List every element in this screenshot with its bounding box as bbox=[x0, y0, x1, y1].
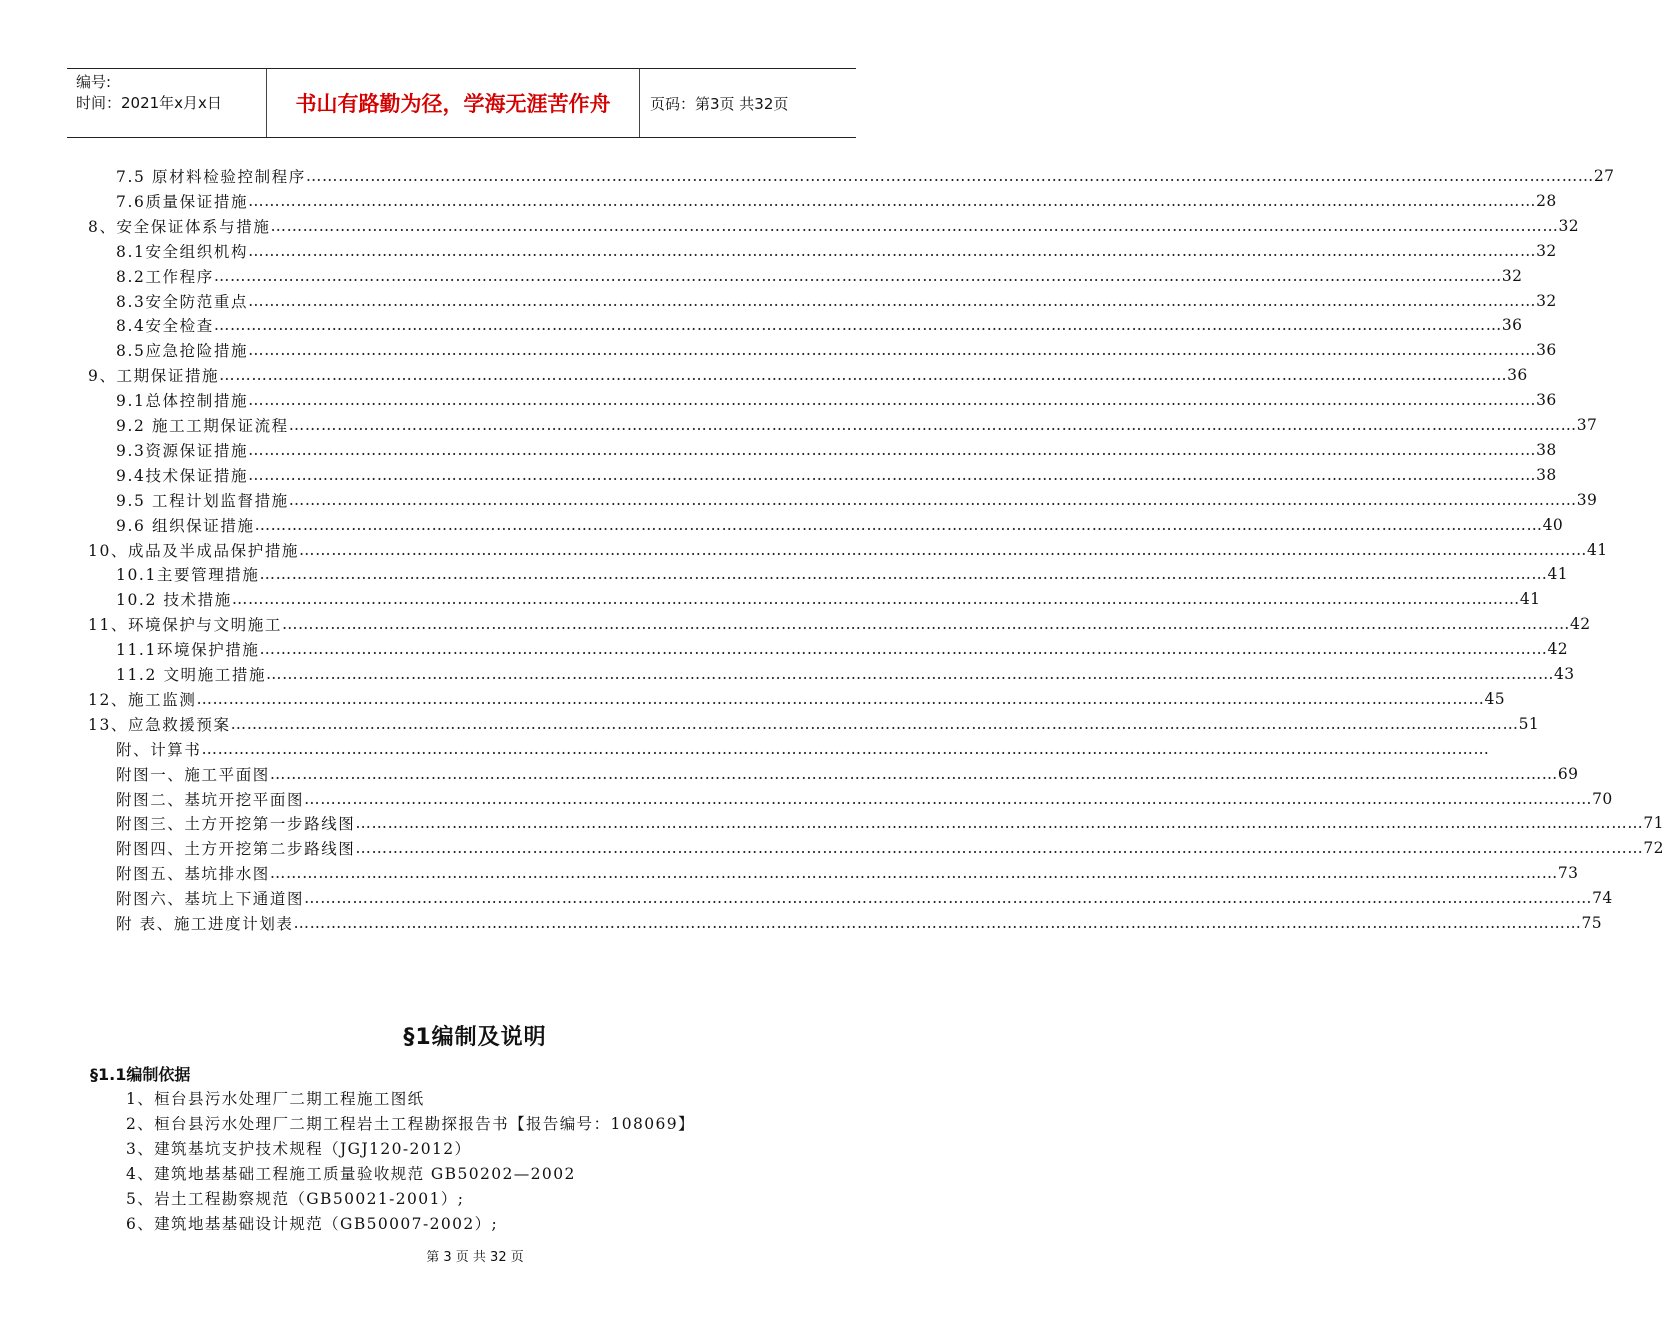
toc-entry-page: 37 bbox=[1576, 416, 1598, 434]
toc-entry[interactable] bbox=[116, 811, 1664, 835]
toc-leader-dots: …………………………………………………………………………………………………………………………………………………………………………………………………………………… bbox=[355, 839, 1644, 858]
basis-item: 6、建筑地基基础设计规范（GB50007-2002）; bbox=[126, 1215, 499, 1233]
toc-entry-label: 10.2 技术措施 bbox=[116, 591, 232, 610]
toc-entry-label: 7.6质量保证措施 bbox=[116, 192, 249, 211]
toc-leader-dots: …………………………………………………………………………………………………………………………………………………………………………………………………………………… bbox=[248, 241, 1537, 260]
toc-leader-dots: …………………………………………………………………………………………………………………………………………………………………………………………………………………… bbox=[254, 515, 1543, 534]
toc-entry[interactable] bbox=[116, 413, 1598, 437]
toc-entry-page: 42 bbox=[1569, 615, 1591, 634]
toc-entry[interactable] bbox=[116, 164, 1615, 188]
toc-entry[interactable] bbox=[116, 388, 1557, 412]
toc-entry[interactable] bbox=[88, 214, 1579, 238]
toc-leader-dots: …………………………………………………………………………………………………………………………………………………………………………………………………………………… bbox=[266, 665, 1555, 683]
toc-entry[interactable] bbox=[116, 562, 1569, 586]
toc-leader-dots: …………………………………………………………………………………………………………………………………………………………………………………………………………………… bbox=[196, 689, 1485, 708]
toc-entry[interactable] bbox=[116, 886, 1613, 910]
toc-entry-label: 9.6 组织保证措施 bbox=[116, 516, 255, 535]
toc-entry[interactable] bbox=[116, 762, 1579, 786]
toc-entry-label: 附图二、基坑开挖平面图 bbox=[116, 790, 305, 809]
toc-entry-label: 附图六、基坑上下通道图 bbox=[116, 890, 305, 909]
toc-entry[interactable] bbox=[116, 662, 1575, 686]
toc-leader-dots: …………………………………………………………………………………………………………………………………………………………………………………………………………………… bbox=[248, 191, 1537, 210]
toc-entry-label: 10.1主要管理措施 bbox=[116, 566, 260, 585]
basis-item: 2、桓台县污水处理厂二期工程岩土工程勘探报告书【报告编号：108069】 bbox=[126, 1115, 695, 1133]
toc-entry-label: 11、环境保护与文明施工 bbox=[88, 616, 282, 635]
toc-entry-page: 32 bbox=[1536, 291, 1557, 310]
toc-leader-dots: …………………………………………………………………………………………………………………………………………………………………………………………………………………… bbox=[259, 565, 1548, 584]
toc-leader-dots: …………………………………………………………………………………………………………………………………………………………………………………………………………………… bbox=[281, 615, 1570, 634]
header-motto: 书山有路勤为径，学海无涯苦作舟 bbox=[267, 69, 640, 137]
toc-entry[interactable] bbox=[116, 737, 1490, 761]
toc-leader-dots: …………………………………………………………………………………………………………………………………………………………………………………………………………………… bbox=[269, 764, 1558, 783]
toc-entry-label: 8.4安全检查 bbox=[116, 317, 214, 336]
toc-entry-page: 75 bbox=[1581, 914, 1603, 932]
toc-entry-page: 41 bbox=[1519, 590, 1541, 609]
toc-entry-label: 10、成品及半成品保护措施 bbox=[88, 541, 300, 560]
toc-entry-label: 附、计算书 bbox=[116, 740, 202, 759]
toc-entry-page: 38 bbox=[1536, 465, 1557, 484]
toc-entry[interactable] bbox=[88, 687, 1505, 711]
toc-entry-page: 32 bbox=[1558, 216, 1579, 235]
toc-leader-dots: …………………………………………………………………………………………………………………………………………………………………………………………………………………… bbox=[248, 391, 1537, 410]
toc-entry[interactable] bbox=[116, 338, 1557, 362]
toc-leader-dots: …………………………………………………………………………………………………………………………………………………………………………………………………………………… bbox=[248, 291, 1537, 310]
basis-item: 3、建筑基坑支护技术规程（JGJ120-2012） bbox=[126, 1140, 472, 1158]
toc-entry[interactable] bbox=[116, 587, 1541, 611]
document-time-label: 时间：2021年x月x日 bbox=[76, 94, 222, 112]
toc-entry[interactable] bbox=[116, 513, 1564, 537]
toc-entry-label: 9.1总体控制措施 bbox=[116, 392, 249, 411]
toc-entry-page: 72 bbox=[1643, 839, 1664, 858]
toc-entry-page: 43 bbox=[1554, 665, 1575, 683]
toc-entry-label: 7.5 原材料检验控制程序 bbox=[116, 168, 306, 186]
toc-entry-label: 9.3资源保证措施 bbox=[116, 441, 249, 460]
toc-entry-label: 附 表、施工进度计划表 bbox=[116, 915, 294, 933]
toc-leader-dots: …………………………………………………………………………………………………………………………………………………………………………………………………………………… bbox=[230, 714, 1519, 733]
toc-entry-label: 13、应急救援预案 bbox=[88, 715, 231, 734]
toc-entry-page: 45 bbox=[1484, 689, 1505, 708]
toc-entry-page: 70 bbox=[1592, 789, 1613, 808]
toc-entry-page: 74 bbox=[1592, 889, 1613, 908]
page-footer: 第 3 页 共 32 页 bbox=[426, 1250, 524, 1265]
toc-entry-page: 41 bbox=[1587, 540, 1608, 559]
toc-leader-dots: …………………………………………………………………………………………………………………………………………………………………………………………………………………… bbox=[248, 465, 1537, 484]
toc-entry-label: 附图一、施工平面图 bbox=[116, 765, 270, 784]
toc-leader-dots: …………………………………………………………………………………………………………………………………………………………………………………………………………………… bbox=[219, 366, 1508, 385]
toc-leader-dots: …………………………………………………………………………………………………………………………………………………………………………………………………………………… bbox=[269, 864, 1558, 883]
toc-entry-page: 32 bbox=[1536, 241, 1557, 260]
toc-entry-label: 附图三、土方开挖第一步路线图 bbox=[116, 815, 356, 834]
toc-entry[interactable] bbox=[116, 911, 1603, 935]
toc-entry[interactable] bbox=[116, 264, 1523, 288]
toc-entry[interactable] bbox=[116, 836, 1664, 860]
toc-entry[interactable] bbox=[88, 538, 1608, 562]
toc-entry-page: 36 bbox=[1501, 316, 1523, 335]
toc-entry-page: 73 bbox=[1557, 864, 1579, 883]
toc-leader-dots: …………………………………………………………………………………………………………………………………………………………………………………………………………………… bbox=[288, 490, 1577, 509]
toc-entry[interactable] bbox=[116, 438, 1557, 462]
toc-leader-dots: …………………………………………………………………………………………………………………………………………………………………………………………………………………… bbox=[304, 889, 1593, 908]
toc-leader-dots: …………………………………………………………………………………………………………………………………………………………………………………………………………………… bbox=[248, 341, 1537, 360]
toc-entry[interactable] bbox=[116, 463, 1557, 487]
toc-leader-dots: …………………………………………………………………………………………………………………………………………………………………………………………………………………… bbox=[299, 540, 1588, 559]
toc-entry-label: 8、安全保证体系与措施 bbox=[88, 217, 271, 236]
toc-leader-dots: …………………………………………………………………………………………………………………………………………………………………………………………………………………… bbox=[213, 316, 1502, 335]
basis-item: 4、建筑地基基础工程施工质量验收规范 GB50202—2002 bbox=[126, 1165, 576, 1183]
header-page-label: 页码：第3页 共32页 bbox=[650, 94, 789, 113]
toc-entry[interactable] bbox=[116, 488, 1598, 512]
toc-leader-dots: …………………………………………………………………………………………………………………………………………………………………………………………………………………… bbox=[293, 914, 1582, 932]
basis-item: 5、岩土工程勘察规范（GB50021-2001）; bbox=[126, 1190, 465, 1208]
toc-entry-label: 附图四、土方开挖第二步路线图 bbox=[116, 840, 356, 859]
toc-entry-page: 42 bbox=[1547, 640, 1569, 659]
toc-entry[interactable] bbox=[88, 363, 1528, 387]
toc-entry[interactable] bbox=[116, 861, 1579, 885]
toc-entry-page: 71 bbox=[1643, 814, 1664, 833]
toc-leader-dots: …………………………………………………………………………………………………………………………………………………………………………………………………………………… bbox=[288, 416, 1577, 434]
toc-entry[interactable] bbox=[116, 313, 1523, 337]
document-number-label: 编号: bbox=[76, 73, 112, 91]
toc-leader-dots: …………………………………………………………………………………………………………………………………………………………………………………………………………………… bbox=[270, 216, 1559, 235]
toc-entry-label: 8.3安全防范重点 bbox=[116, 292, 249, 311]
toc-entry-page: 69 bbox=[1557, 764, 1579, 783]
toc-entry[interactable] bbox=[116, 787, 1613, 811]
toc-entry-page: 40 bbox=[1542, 515, 1564, 534]
toc-entry-page: 41 bbox=[1547, 565, 1569, 584]
section-subtitle: §1.1编制依据 bbox=[90, 1065, 191, 1084]
toc-entry-label: 8.1安全组织机构 bbox=[116, 242, 249, 261]
toc-entry-label: 8.2工作程序 bbox=[116, 267, 214, 286]
toc-entry-page: 27 bbox=[1593, 167, 1615, 185]
toc-entry[interactable] bbox=[116, 637, 1569, 661]
toc-entry-label: 11.2 文明施工措施 bbox=[116, 666, 267, 684]
toc-entry-label: 12、施工监测 bbox=[88, 690, 197, 709]
toc-entry-page: 36 bbox=[1536, 341, 1557, 360]
toc-entry[interactable] bbox=[88, 612, 1591, 636]
toc-entry[interactable] bbox=[116, 189, 1557, 213]
basis-item: 1、桓台县污水处理厂二期工程施工图纸 bbox=[126, 1090, 425, 1108]
toc-leader-dots: …………………………………………………………………………………………………………………………………………………………………………………………………………………… bbox=[231, 590, 1520, 609]
page-header bbox=[67, 68, 856, 138]
toc-entry-label: 9、工期保证措施 bbox=[88, 367, 220, 386]
toc-entry-label: 附图五、基坑排水图 bbox=[116, 865, 270, 884]
toc-entry-label: 9.4技术保证措施 bbox=[116, 466, 249, 485]
toc-leader-dots: …………………………………………………………………………………………………………………………………………………………………………………………………………………… bbox=[355, 814, 1644, 833]
toc-entry[interactable] bbox=[116, 289, 1557, 313]
toc-entry-page: 51 bbox=[1518, 714, 1540, 733]
section-title: §1编制及说明 bbox=[403, 1025, 547, 1050]
toc-entry-label: 9.2 施工工期保证流程 bbox=[116, 417, 289, 435]
toc-leader-dots: …………………………………………………………………………………………………………………………………………………………………………………………………………………… bbox=[304, 789, 1593, 808]
toc-entry[interactable] bbox=[116, 239, 1557, 263]
toc-entry-page: 38 bbox=[1536, 440, 1557, 459]
toc-leader-dots: …………………………………………………………………………………………………………………………………………………………………………………………………………………… bbox=[201, 739, 1490, 758]
toc-entry[interactable] bbox=[88, 712, 1540, 736]
toc-leader-dots: …………………………………………………………………………………………………………………………………………………………………………………………………………………… bbox=[305, 167, 1594, 185]
toc-leader-dots: …………………………………………………………………………………………………………………………………………………………………………………………………………………… bbox=[259, 640, 1548, 659]
header-info-cell bbox=[67, 69, 267, 137]
toc-entry-page: 39 bbox=[1576, 490, 1598, 509]
toc-entry-page: 36 bbox=[1507, 366, 1528, 385]
toc-entry-page: 36 bbox=[1536, 391, 1557, 410]
toc-entry-label: 11.1环境保护措施 bbox=[116, 641, 260, 660]
toc-entry-label: 8.5应急抢险措施 bbox=[116, 342, 249, 361]
toc-entry-page: 32 bbox=[1501, 266, 1523, 285]
toc-entry-page: 28 bbox=[1536, 191, 1557, 210]
toc-leader-dots: …………………………………………………………………………………………………………………………………………………………………………………………………………………… bbox=[248, 440, 1537, 459]
toc-leader-dots: …………………………………………………………………………………………………………………………………………………………………………………………………………………… bbox=[213, 266, 1502, 285]
toc-entry-label: 9.5 工程计划监督措施 bbox=[116, 491, 289, 510]
